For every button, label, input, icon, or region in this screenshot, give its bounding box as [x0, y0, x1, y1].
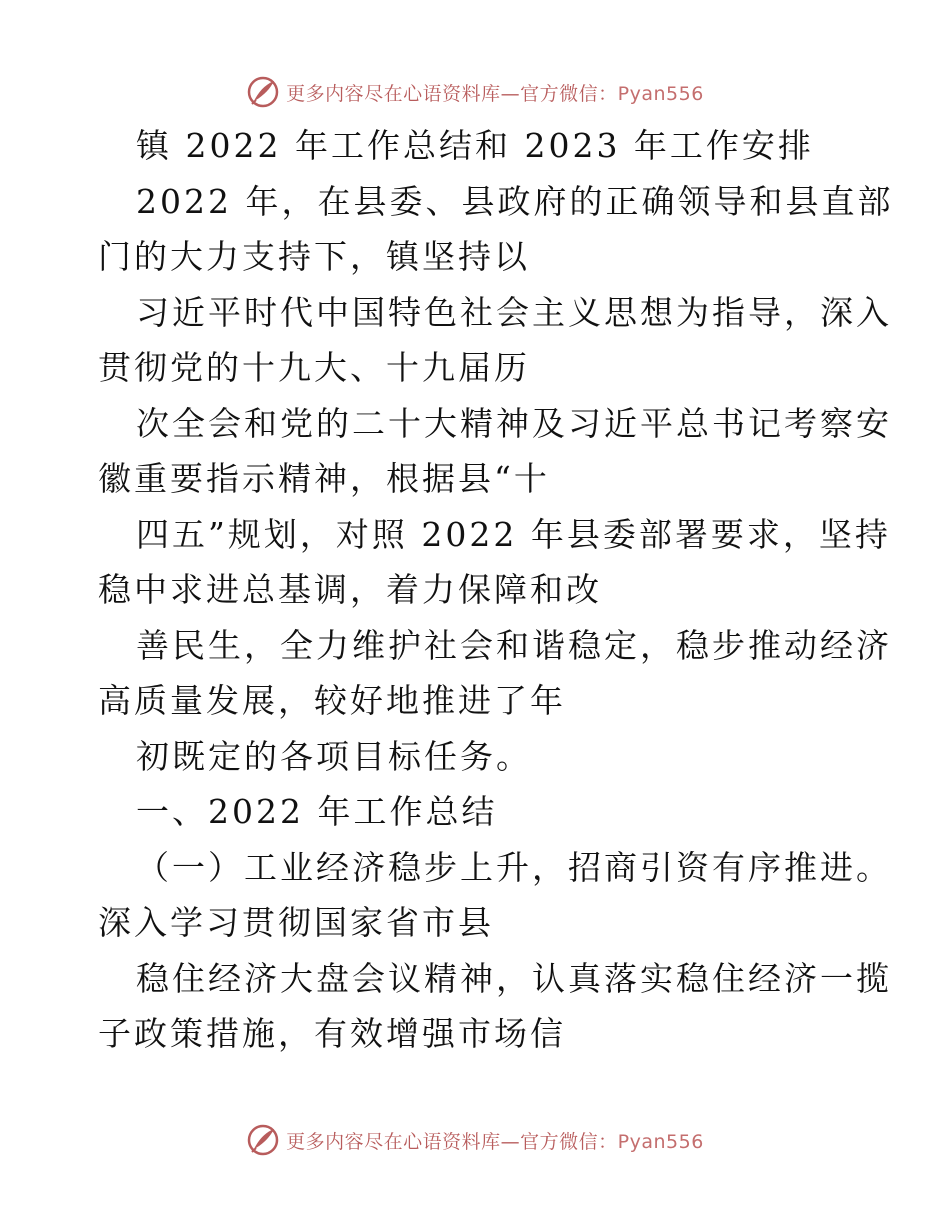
text-line: 善民生，全力维护社会和谐稳定，稳步推动经济: [136, 625, 892, 665]
feather-pen-seal-icon: [246, 75, 280, 109]
header-watermark: [0, 72, 950, 112]
watermark-wechat-id: Pyan556: [617, 1130, 704, 1153]
footer-watermark: [0, 1120, 950, 1160]
text-line: 一、2022 年工作总结: [136, 792, 498, 831]
text-line: 四五”规划，对照 2022 年县委部署要求，坚持: [136, 514, 891, 554]
text-line: 2022 年，在县委、县政府的正确领导和县直部: [136, 181, 894, 221]
text-line: 门的大力支持下，镇坚持以: [98, 237, 530, 276]
text-line: 习近平时代中国特色社会主义思想为指导，深入: [136, 292, 892, 332]
text-line: 稳中求进总基调，着力保障和改: [98, 570, 602, 609]
watermark-text: 更多内容尽在心语资料库—官方微信：: [286, 82, 618, 105]
text-line: 深入学习贯彻国家省市县: [98, 903, 494, 942]
document-body: [0, 118, 950, 1062]
text-line: 子政策措施，有效增强市场信: [98, 1014, 566, 1053]
text-line: 初既定的各项目标任务。: [136, 736, 532, 776]
text-line: 高质量发展，较好地推进了年: [98, 681, 566, 720]
document-title: 镇 2022 年工作总结和 2023 年工作安排: [136, 126, 814, 165]
text-line: 稳住经济大盘会议精神，认真落实稳住经济一揽: [136, 958, 892, 998]
feather-pen-seal-icon: [246, 1123, 280, 1157]
text-line: 徽重要指示精神，根据县“十: [98, 459, 550, 498]
text-line: （一）工业经济稳步上升，招商引资有序推进。: [136, 847, 892, 887]
text-line: 次全会和党的二十大精神及习近平总书记考察安: [136, 403, 892, 443]
watermark-text: 更多内容尽在心语资料库—官方微信：: [286, 1130, 618, 1153]
text-line: 贯彻党的十九大、十九届历: [98, 348, 530, 387]
watermark-wechat-id: Pyan556: [617, 82, 704, 105]
